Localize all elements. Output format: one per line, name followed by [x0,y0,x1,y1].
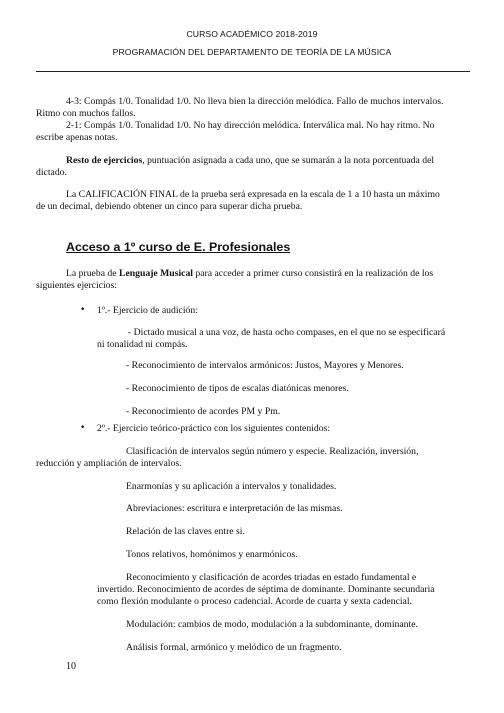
bullet-icon: • [80,305,86,315]
exercise-2-title: 2º.- Ejercicio teórico-práctico con los siguientes contenidos: [97,423,331,434]
rest-exercises-bold: Resto de ejercicios [66,155,143,166]
grade-4-3-line2: Ritmo con muchos fallos. [36,108,136,119]
exercise-2-item-8: Análisis formal, armónico y melódico de un fragmento. [126,642,342,653]
rest-exercises-line2: dictado. [36,167,67,178]
exercise-2-item-4: Relación de las claves entre si. [126,526,245,537]
grade-4-3-line1: 4-3: Compás 1/0. Tonalidad 1/0. No lleva bien la dirección melódica. Fallo de muchos intervalos. [66,96,444,107]
grade-2-1-line2: escribe apenas notas. [36,132,118,143]
exercise-1-item-1-line1: - Dictado musical a una voz, de hasta ocho compases, en el que no se especificará [128,327,446,338]
exercise-2-item-7: Modulación: cambios de modo, modulación a la subdominante, dominante. [126,619,418,630]
header-department: PROGRAMACIÓN DEL DEPARTAMENTO DE TEORÍA DE LA MÚSICA [112,47,392,57]
exercise-2-item-6-line1: Reconocimiento y clasificación de acordes triadas en estado fundamental e [126,572,417,583]
page-number: 10 [66,661,76,672]
bullet-icon: • [80,423,86,433]
rest-exercises-line1 [66,155,434,168]
exercise-2-item-1-line1: Clasificación de intervalos según número y especie. Realización, inversión, [126,446,419,457]
exercise-1-item-3: - Reconocimiento de tipos de escalas diatónicas menores. [126,383,349,394]
final-grade-line2: de un decimal, debiendo obtener un cinco para superar dicha prueba. [36,201,303,212]
exercise-1-item-1-line2: ni tonalidad ni compás. [97,339,188,350]
rest-exercises-text: , puntuación asignada a cada uno, que se sumarán a la nota porcentuada del [142,155,435,166]
exercise-2-item-6-line3: como flexión modulante o proceso cadencial. Acorde de cuarta y sexta cadencial. [97,596,412,607]
exercise-1-item-2: - Reconocimiento de intervalos armónicos: Justos, Mayores y Menores. [126,360,404,371]
header-divider [36,71,470,72]
exercise-2-item-1-line2: reducción y ampliación de intervalos. [36,458,182,469]
grade-2-1-line1: 2-1: Compás 1/0. Tonalidad 1/0. No hay dirección melódica. Interválica mal. No hay ritmo. No [66,120,435,131]
exercise-1-title: 1º.- Ejercicio de audición: [97,305,198,316]
final-grade-line1: La CALIFICACIÓN FINAL de la prueba será expresada en la escala de 1 a 10 hasta un máximo [66,189,440,200]
exercise-2-item-2: Enarmonías y su aplicación a intervalos y tonalidades. [126,481,337,492]
intro-post: para acceder a primer curso consistirá en la realización de los [192,268,434,279]
section-heading: Acceso a 1º curso de E. Profesionales [66,240,291,254]
intro-pre: La prueba de [66,268,119,279]
intro-line2: siguientes ejercicios: [36,280,117,291]
intro-bold-subject: Lenguaje Musical [118,268,193,279]
exercise-2-item-5: Tonos relativos, homónimos y enarmónicos. [126,549,298,560]
exercise-1-item-4: - Reconocimiento de acordes PM y Pm. [126,406,281,417]
exercise-2-item-3: Abreviaciones: escritura e interpretación de las mismas. [126,503,343,514]
exercise-2-item-6-line2: invertido. Reconocimiento de acordes de séptima de dominante. Dominante secundaria [97,584,435,595]
header-course-year: CURSO ACADÉMICO 2018-2019 [186,29,318,39]
intro-line1 [66,268,433,281]
